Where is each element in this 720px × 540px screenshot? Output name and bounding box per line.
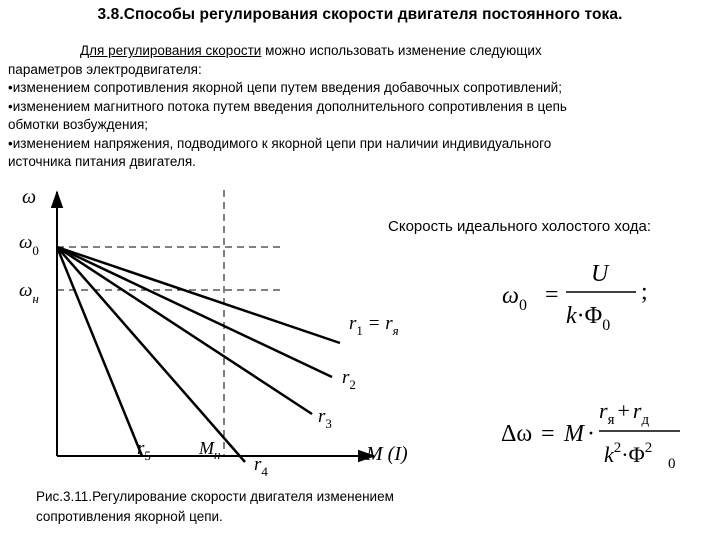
label-r4: $r_4$ [254,454,268,479]
x-axis-label: M (I) [366,443,408,465]
wn-label: $\omega_н$ [19,280,39,306]
intro-lead-underlined: Для регулирования скорости [80,43,262,58]
bullet-2-line2: обмотки возбуждения; [8,117,149,132]
caption-line1: Рис.3.11.Регулирование скорости двигателя изменением [36,489,394,504]
svg-text:M: M [564,421,584,447]
formula-speed-drop [501,398,680,472]
mn-label: $M_н$ [199,438,221,462]
line-r2 [57,247,332,377]
bullet-3-line2: источника питания двигателя. [8,154,196,169]
intro-lead-rest: можно использовать изменение следующих [261,43,542,58]
svg-text:k·Φ0: $k\cdot\Phi_0$ [566,303,611,334]
svg-text:U: U [591,261,609,287]
svg-text:k2·Φ2: $k^2\cdot\Phi^2$ [604,440,653,467]
svg-text:ω0: $\omega_0$ [502,283,527,314]
w0-label: $\omega_0$ [19,232,39,258]
line-r5 [57,247,142,456]
bullet-1: •изменением сопротивления якорной цепи путем введения добавочных сопротивлений; [8,80,562,95]
bullet-3-line1: •изменением напряжения, подводимого к якорной цепи при наличии индивидуального [8,135,552,151]
page-title: 3.8.Способы регулирования скорости двигателя постоянного тока. [97,6,623,23]
svg-text:=: = [541,421,555,447]
svg-text:Δω: Δω [501,421,533,447]
svg-text:·: · [587,421,595,447]
intro-lead-line2: параметров электродвигателя: [8,61,202,77]
caption-line2: сопротивления якорной цепи. [36,509,223,524]
label-r5: $r_5$ [137,438,151,463]
label-r2: $r_2$ [342,367,356,392]
svg-text:=: = [545,282,559,308]
bullet-2-line1: •изменением магнитного потока путем введения дополнительного сопротивления в цепь [8,98,567,114]
ideal-speed-label: Скорость идеального холостого хода: [388,218,652,235]
svg-text:;: ; [641,279,648,305]
svg-text:rя+rд: $r_я + r_д$ [599,398,650,428]
formula-ideal-speed [502,261,648,334]
label-r1: $r_1 = r_я$ [349,313,399,338]
figure-caption [36,487,496,527]
svg-text:0: 0 [668,456,676,472]
line-r3 [57,247,312,414]
y-axis-label: ω [22,186,37,208]
label-r3: $r_3$ [318,406,332,431]
